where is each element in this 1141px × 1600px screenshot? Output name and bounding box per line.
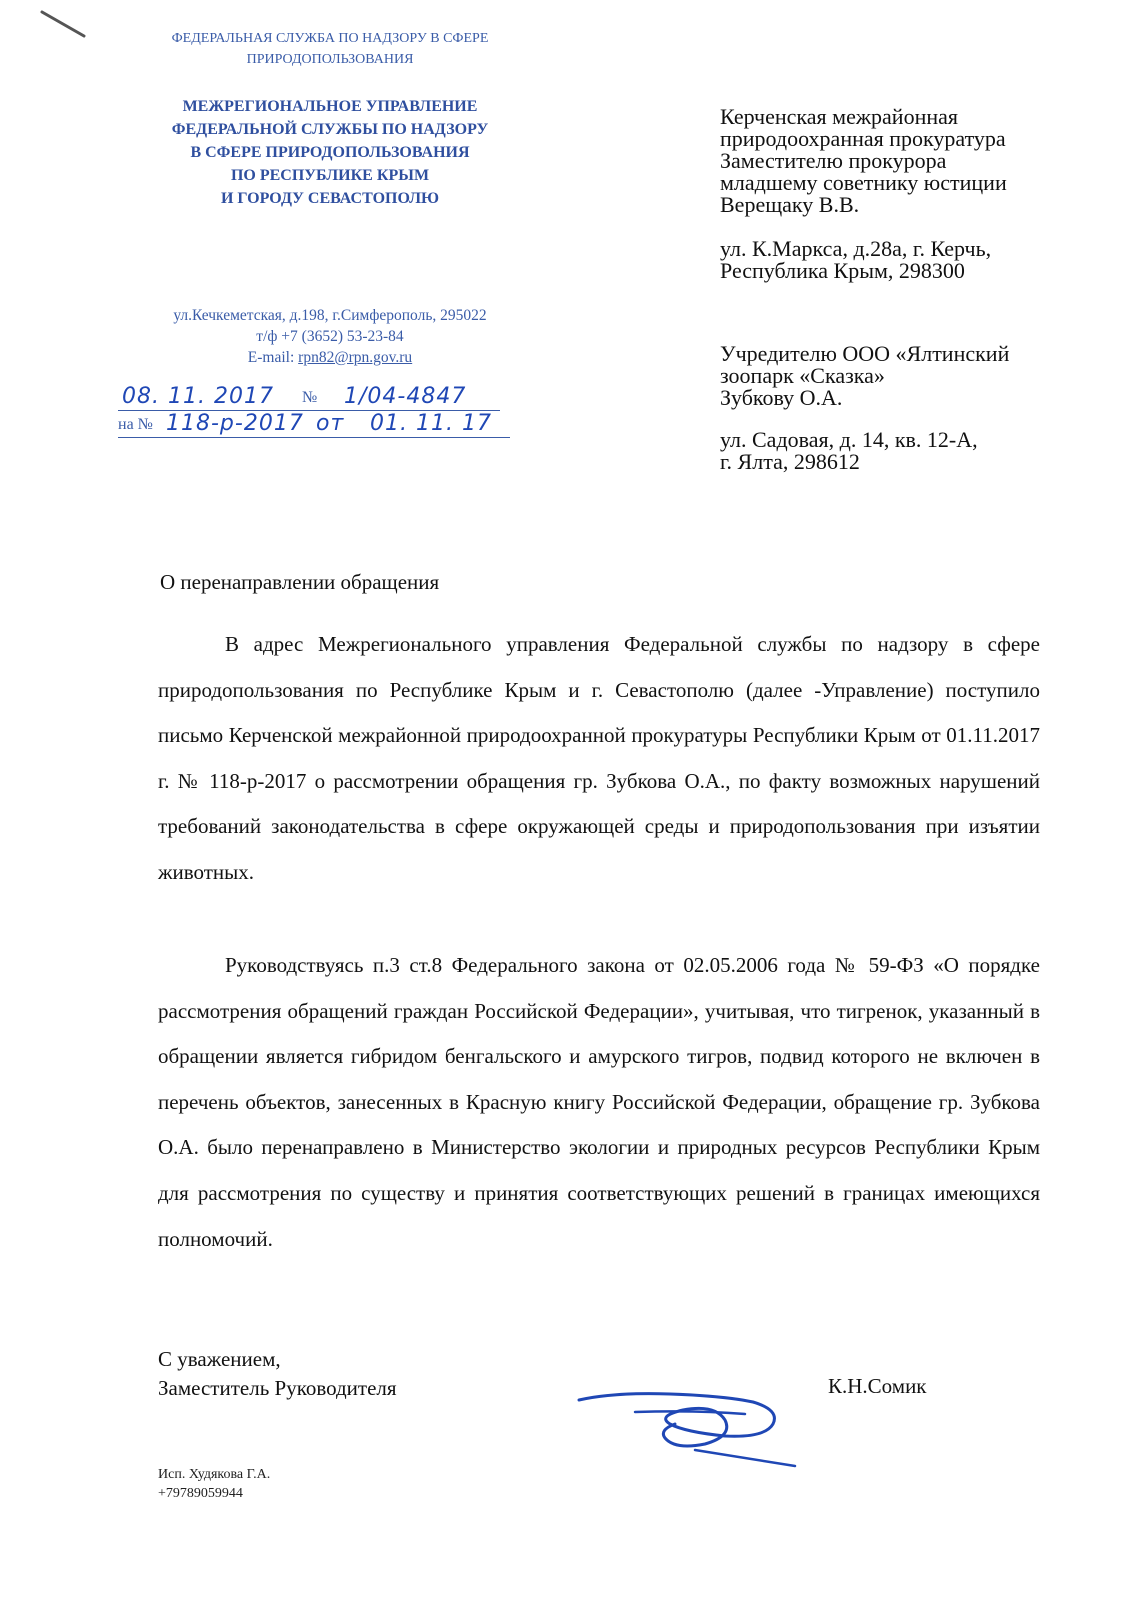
reference-date: 01. 11. 17 — [370, 411, 492, 436]
letterhead-service-line: ПРИРОДОПОЛЬЗОВАНИЯ — [246, 52, 414, 67]
addressee-line: Зубкову О.А. — [720, 385, 843, 410]
reference-from: от — [316, 411, 345, 436]
body-paragraph-text: В адрес Межрегионального управления Федеральной службы по надзору в сфере природопользования по Республике Крым и г. Севастополю (далее -Управление) поступило письмо Керченской межрайонной природоохранной прокуратуры Республики Крым от 01.11.2017 г. № 118-р-2017 о рассмотрении обращения гр. Зубкова О.А., по факту возможных нарушений требований законодательства в сфере окружающей среды и природопользования при изъятии животных. — [158, 632, 1040, 884]
number-sign: № — [302, 389, 318, 406]
signer-position: Заместитель Руководителя — [158, 1376, 397, 1400]
spacer — [720, 409, 1100, 429]
addressee-address-line: ул. Садовая, д. 14, кв. 12-А, — [720, 427, 978, 452]
outgoing-number: 1/04-4847 — [344, 384, 467, 409]
addressee-line: зоопарк «Сказка» — [720, 363, 885, 388]
executor-phone: +79789059944 — [158, 1486, 243, 1501]
letterhead-contacts — [120, 305, 540, 368]
letter-subject: О перенаправлении обращения — [160, 570, 440, 594]
addressee-address-line: Республика Крым, 298300 — [720, 258, 965, 283]
executor-block — [158, 1465, 270, 1503]
addressee-prosecutor — [720, 106, 1100, 282]
addressee-address-line: г. Ялта, 298612 — [720, 449, 860, 474]
letterhead-service-line: ФЕДЕРАЛЬНАЯ СЛУЖБА ПО НАДЗОРУ В СФЕРЕ — [171, 31, 489, 46]
addressee-line: природоохранная прокуратура — [720, 126, 1006, 151]
handwritten-signature — [575, 1380, 800, 1475]
body-paragraph-text: Руководствуясь п.3 ст.8 Федерального закона от 02.05.2006 года № 59-ФЗ «О порядке рассмотрения обращений граждан Российской Федерации», учитывая, что тигренок, указанный в обращении является гибридом бенгальского и амурского тигров, подвид которого не включен в перечень объектов, занесенных в Красную книгу Российской Федерации, обращение гр. Зубкова О.А. было перенаправлено в Министерство экологии и природных ресурсов Республики Крым для рассмотрения по существу и принятия соответствующих решений в границах имеющихся полномочий. — [158, 953, 1040, 1251]
staple-mark — [38, 8, 90, 42]
addressee-zoo-founder — [720, 343, 1100, 473]
body-paragraph-2 — [158, 943, 1040, 1262]
spacer — [720, 216, 1100, 238]
email-link[interactable]: rpn82@rpn.gov.ru — [298, 349, 413, 366]
reference-number: 118-р-2017 — [166, 411, 304, 436]
letterhead-address: ул.Кечкеметская, д.198, г.Симферополь, 295022 — [173, 307, 487, 324]
letterhead-service — [120, 28, 540, 70]
signer-name: К.Н.Сомик — [828, 1374, 927, 1398]
reference-label: на № — [118, 416, 153, 433]
outgoing-date: 08. 11. 2017 — [122, 384, 274, 409]
department-line: В СФЕРЕ ПРИРОДОПОЛЬЗОВАНИЯ — [190, 144, 470, 161]
addressee-line: Верещаку В.В. — [720, 192, 860, 217]
body-paragraph-1 — [158, 622, 1040, 896]
department-line: МЕЖРЕГИОНАЛЬНОЕ УПРАВЛЕНИЕ — [182, 98, 478, 115]
outgoing-number-row — [118, 385, 500, 409]
letterhead-department — [120, 95, 540, 210]
addressee-line: Учредителю ООО «Ялтинский — [720, 341, 1010, 366]
letterhead-phone: т/ф +7 (3652) 53-23-84 — [256, 328, 404, 345]
addressee-line: Заместителю прокурора — [720, 148, 947, 173]
department-line: И ГОРОДУ СЕВАСТОПОЛЮ — [220, 190, 440, 207]
reference-number-row — [118, 412, 500, 436]
underline — [118, 437, 510, 438]
department-line: ПО РЕСПУБЛИКЕ КРЫМ — [230, 167, 430, 184]
addressee-line: младшему советнику юстиции — [720, 170, 1007, 195]
addressee-address-line: ул. К.Маркса, д.28а, г. Керчь, — [720, 236, 992, 261]
addressee-line: Керченская межрайонная — [720, 104, 959, 129]
letterhead-email-row — [120, 347, 540, 368]
executor-name: Исп. Худякова Г.А. — [158, 1467, 271, 1482]
closing-block — [158, 1345, 397, 1403]
closing-greeting: С уважением, — [158, 1347, 281, 1371]
department-line: ФЕДЕРАЛЬНОЙ СЛУЖБЫ ПО НАДЗОРУ — [171, 121, 489, 138]
email-label: E-mail: — [247, 349, 299, 366]
